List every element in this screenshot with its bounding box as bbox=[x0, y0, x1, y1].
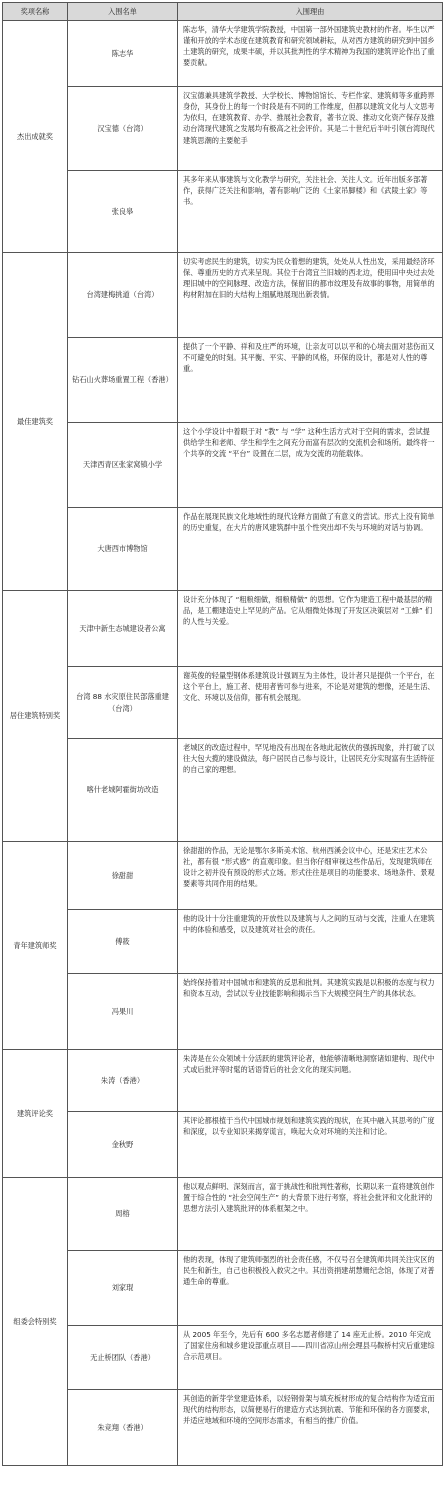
nominee-reason-cell: 老城区的改造过程中，罕见地没有出现在各地此起彼伏的强拆现象，并打破了以往大包大揽的建设做法，每户居民自己参与设计，让居民充分实现富有生活特征的自己家的理想。 bbox=[178, 739, 443, 842]
table-row bbox=[3, 910, 443, 974]
table-row bbox=[3, 1050, 443, 1112]
table-row bbox=[3, 253, 443, 338]
nominee-name-cell: 朱涛（香港） bbox=[68, 1050, 178, 1112]
table-row bbox=[3, 1178, 443, 1251]
table-row bbox=[3, 1112, 443, 1178]
table-row bbox=[3, 667, 443, 739]
table-row bbox=[3, 171, 443, 253]
nominee-name-cell: 刘家琨 bbox=[68, 1251, 178, 1326]
nominee-reason-cell: 从 2005 年至今，先后有 600 多名志愿者修建了 14 座无止桥。2010 年完成了国家住房和城乡建设部重点项目——四川省凉山州会理县马鞍桥村灾后重建综合示范项目。 bbox=[178, 1326, 443, 1390]
nominee-reason-cell: 陈志华，清华大学建筑学院教授，中国第一部外国建筑史教材的作者。毕生以严谨和开放的学术态度在建筑教育和研究领域耕耘，从对西方建筑的研究到中国乡土建筑的研究，成果丰硕，并以其批判性的学术精神为我国的建筑评论作出了重要贡献。 bbox=[178, 21, 443, 87]
nominee-reason-cell: 谢英俊的轻量型钢体系建筑设计强调互为主体性，设计者只是提供一个平台，在这个平台上，施工者、使用者皆可参与进来，不论是对建筑的想像，还是生活、文化、环境以及信仰，都有机会展现。 bbox=[178, 667, 443, 739]
nominee-reason-cell: 其多年来从事建筑与文化教学与研究，关注社会、关注人文。近年出版多部著作，获得广泛关注和影响，著有影响广泛的《土家吊脚楼》和《武陵土家》等书。 bbox=[178, 171, 443, 253]
nominee-name-cell: 天津中新生态城建设者公寓 bbox=[68, 591, 178, 667]
nominee-reason-cell: 作品在展现民族文化地域性的现代诠释方面做了有意义的尝试。形式上没有简单的历史重复，在大片的唐风建筑群中虽个性突出却不失与环境的对话与协调。 bbox=[178, 508, 443, 591]
nominee-name-cell: 无止桥团队（香港） bbox=[68, 1326, 178, 1390]
award-category-cell: 居住建筑特别奖 bbox=[3, 591, 68, 842]
header-award-name: 奖项名称 bbox=[3, 3, 68, 21]
nominee-reason-cell: 切实考虑民生的建筑，切实为民众着想的建筑，处处从人性出发，采用最经济环保、尊重历史的方式来呈现。其位于台湾宜兰旧城的西北边，使用田中央过去处理旧城中的空间脉理、改造方法，保留旧的都市纹理及有故事的事物，用简单的构材附加在旧的大结构上细腻地展现出新表情。 bbox=[178, 253, 443, 338]
nominee-name-cell: 天津西青区张家窝镇小学 bbox=[68, 423, 178, 508]
nominee-name-cell: 张良皋 bbox=[68, 171, 178, 253]
award-category-cell: 最佳建筑奖 bbox=[3, 253, 68, 591]
nominee-name-cell: 徐甜甜 bbox=[68, 842, 178, 910]
table-row bbox=[3, 338, 443, 423]
nominee-reason-cell: 其评论都根植于当代中国城市规划和建筑实践的现状，在其中融入其思考的广度和深度，以专业知识来揭穿谎言，唤起大众对环境的关注和讨论。 bbox=[178, 1112, 443, 1178]
table-row bbox=[3, 508, 443, 591]
nominee-name-cell: 金秋野 bbox=[68, 1112, 178, 1178]
nominee-reason-cell: 始终保持着对中国城市和建筑的反思和批判。其建筑实践是以积极的态度与权力和资本互动，尝试以专业技能影响和揭示当下大规模空间生产的具体状态。 bbox=[178, 974, 443, 1050]
award-category-cell: 组委会特别奖 bbox=[3, 1178, 68, 1466]
table-row bbox=[3, 739, 443, 842]
table-row bbox=[3, 21, 443, 87]
table-body bbox=[3, 21, 443, 1466]
table-header-row bbox=[3, 3, 443, 21]
table-row bbox=[3, 1251, 443, 1326]
nominee-name-cell: 钻石山火葬场重置工程（香港） bbox=[68, 338, 178, 423]
nominee-name-cell: 汉宝德（台湾） bbox=[68, 87, 178, 171]
table-row bbox=[3, 1390, 443, 1466]
nominee-reason-cell: 汉宝德兼具建筑学教授、大学校长、博物馆馆长、专栏作家、建筑师等多重跨界身份，其身份上的每一个时段是有不同的工作维度，但都以建筑文化与人文思考为依归，在建筑教育、办学、推展社会教育，著书立说、推动文化资产保存及推动台湾现代建筑之发展均有极高之社会评价。其是二十世纪后半叶引领台湾现代建筑思潮的主要舵手 bbox=[178, 87, 443, 171]
table-row bbox=[3, 1326, 443, 1390]
nominee-name-cell: 喀什老城阿霍街坊改造 bbox=[68, 739, 178, 842]
header-nominee-list: 入围名单 bbox=[68, 3, 178, 21]
nominee-name-cell: 周榕 bbox=[68, 1178, 178, 1251]
nominee-reason-cell: 他以观点鲜明、深刻而言，富于挑战性和批判性著称，长期以来一直将建筑创作置于综合性的 “社会空间生产” 的大背景下进行考察，将社会批评和文化批评的思想方法引入建筑批评的体系框架之中。 bbox=[178, 1178, 443, 1251]
nominee-reason-cell: 他的表现，体现了建筑师强烈的社会责任感，不仅号召全建筑师共同关注灾区的民生和新生，自己也积极投入救灾之中。其出资捐建胡慧姗纪念馆，体现了对普通生命的尊重。 bbox=[178, 1251, 443, 1326]
award-category-cell: 建筑评论奖 bbox=[3, 1050, 68, 1178]
award-category-cell: 杰出成就奖 bbox=[3, 21, 68, 253]
nominee-name-cell: 朱竞翔（香港） bbox=[68, 1390, 178, 1466]
table-row bbox=[3, 591, 443, 667]
nominee-reason-cell: 设计充分体现了 “粗粮细做，细粮精做” 的思想。它作为建造工程中最基层的精品，是工棚建造史上罕见的产品。它从细微处体现了开发区决策层对 “工蜂” 们的人性与关爱。 bbox=[178, 591, 443, 667]
nominee-reason-cell: 这个小学设计中着眼于对 “教” 与 “学” 这种生活方式对于空间的需求，尝试提供给学生和老师、学生和学生之间充分而富有层次的交流机会和场所。最终将一个共享的交流 “平台” 设置在二层，成为交流的功能载体。 bbox=[178, 423, 443, 508]
table-row bbox=[3, 87, 443, 171]
nominee-reason-cell: 他的设计十分注重建筑的开放性以及建筑与人之间的互动与交流，注重人在建筑中的体验和感受，以及建筑对社会的责任。 bbox=[178, 910, 443, 974]
table-row bbox=[3, 423, 443, 508]
nominee-reason-cell: 其创造的新芽学堂建造体系，以轻钢骨架与填充板材形成的复合结构作为适宜而现代的结构形态，以简便易行的建造方式达到抗震、节能和环保的各方面要求，并适应地域和环境的空间形态需求，有相当的推广价值。 bbox=[178, 1390, 443, 1466]
nominee-reason-cell: 徐甜甜的作品，无论是鄂尔多斯美术馆、杭州西溪会议中心，还是宋庄艺术公社，都有很 “形式感” 的直观印象。但当你仔细审视这些作品后，发现建筑师在设计之初并没有预设的形式立场。形式往往是项目的功能要求、场地条件、景观要素等共同作用的结果。 bbox=[178, 842, 443, 910]
nominee-name-cell: 大唐西市博物馆 bbox=[68, 508, 178, 591]
nominee-name-cell: 冯果川 bbox=[68, 974, 178, 1050]
nominee-reason-cell: 朱涛是在公众领域十分活跃的建筑评论者，他能够清晰地洞察诸如建构、现代中式或后批评等时髦的话语背后的社会文化的现实问题。 bbox=[178, 1050, 443, 1112]
award-category-cell: 青年建筑师奖 bbox=[3, 842, 68, 1050]
nominee-reason-cell: 提供了一个平静、祥和及庄严的环境，让亲友可以以平和的心境去面对悲伤而又不可避免的时刻。其平衡、平实、平静的风格，环保的设计，都是对人性的尊重。 bbox=[178, 338, 443, 423]
table-row bbox=[3, 842, 443, 910]
award-nominee-table bbox=[2, 2, 443, 1466]
nominee-name-cell: 台湾 88 水灾原住民部落重建（台湾） bbox=[68, 667, 178, 739]
nominee-name-cell: 陈志华 bbox=[68, 21, 178, 87]
header-nominee-reason: 入围理由 bbox=[178, 3, 443, 21]
table-row bbox=[3, 974, 443, 1050]
nominee-name-cell: 台湾建梅挑道（台湾） bbox=[68, 253, 178, 338]
nominee-name-cell: 傅筱 bbox=[68, 910, 178, 974]
